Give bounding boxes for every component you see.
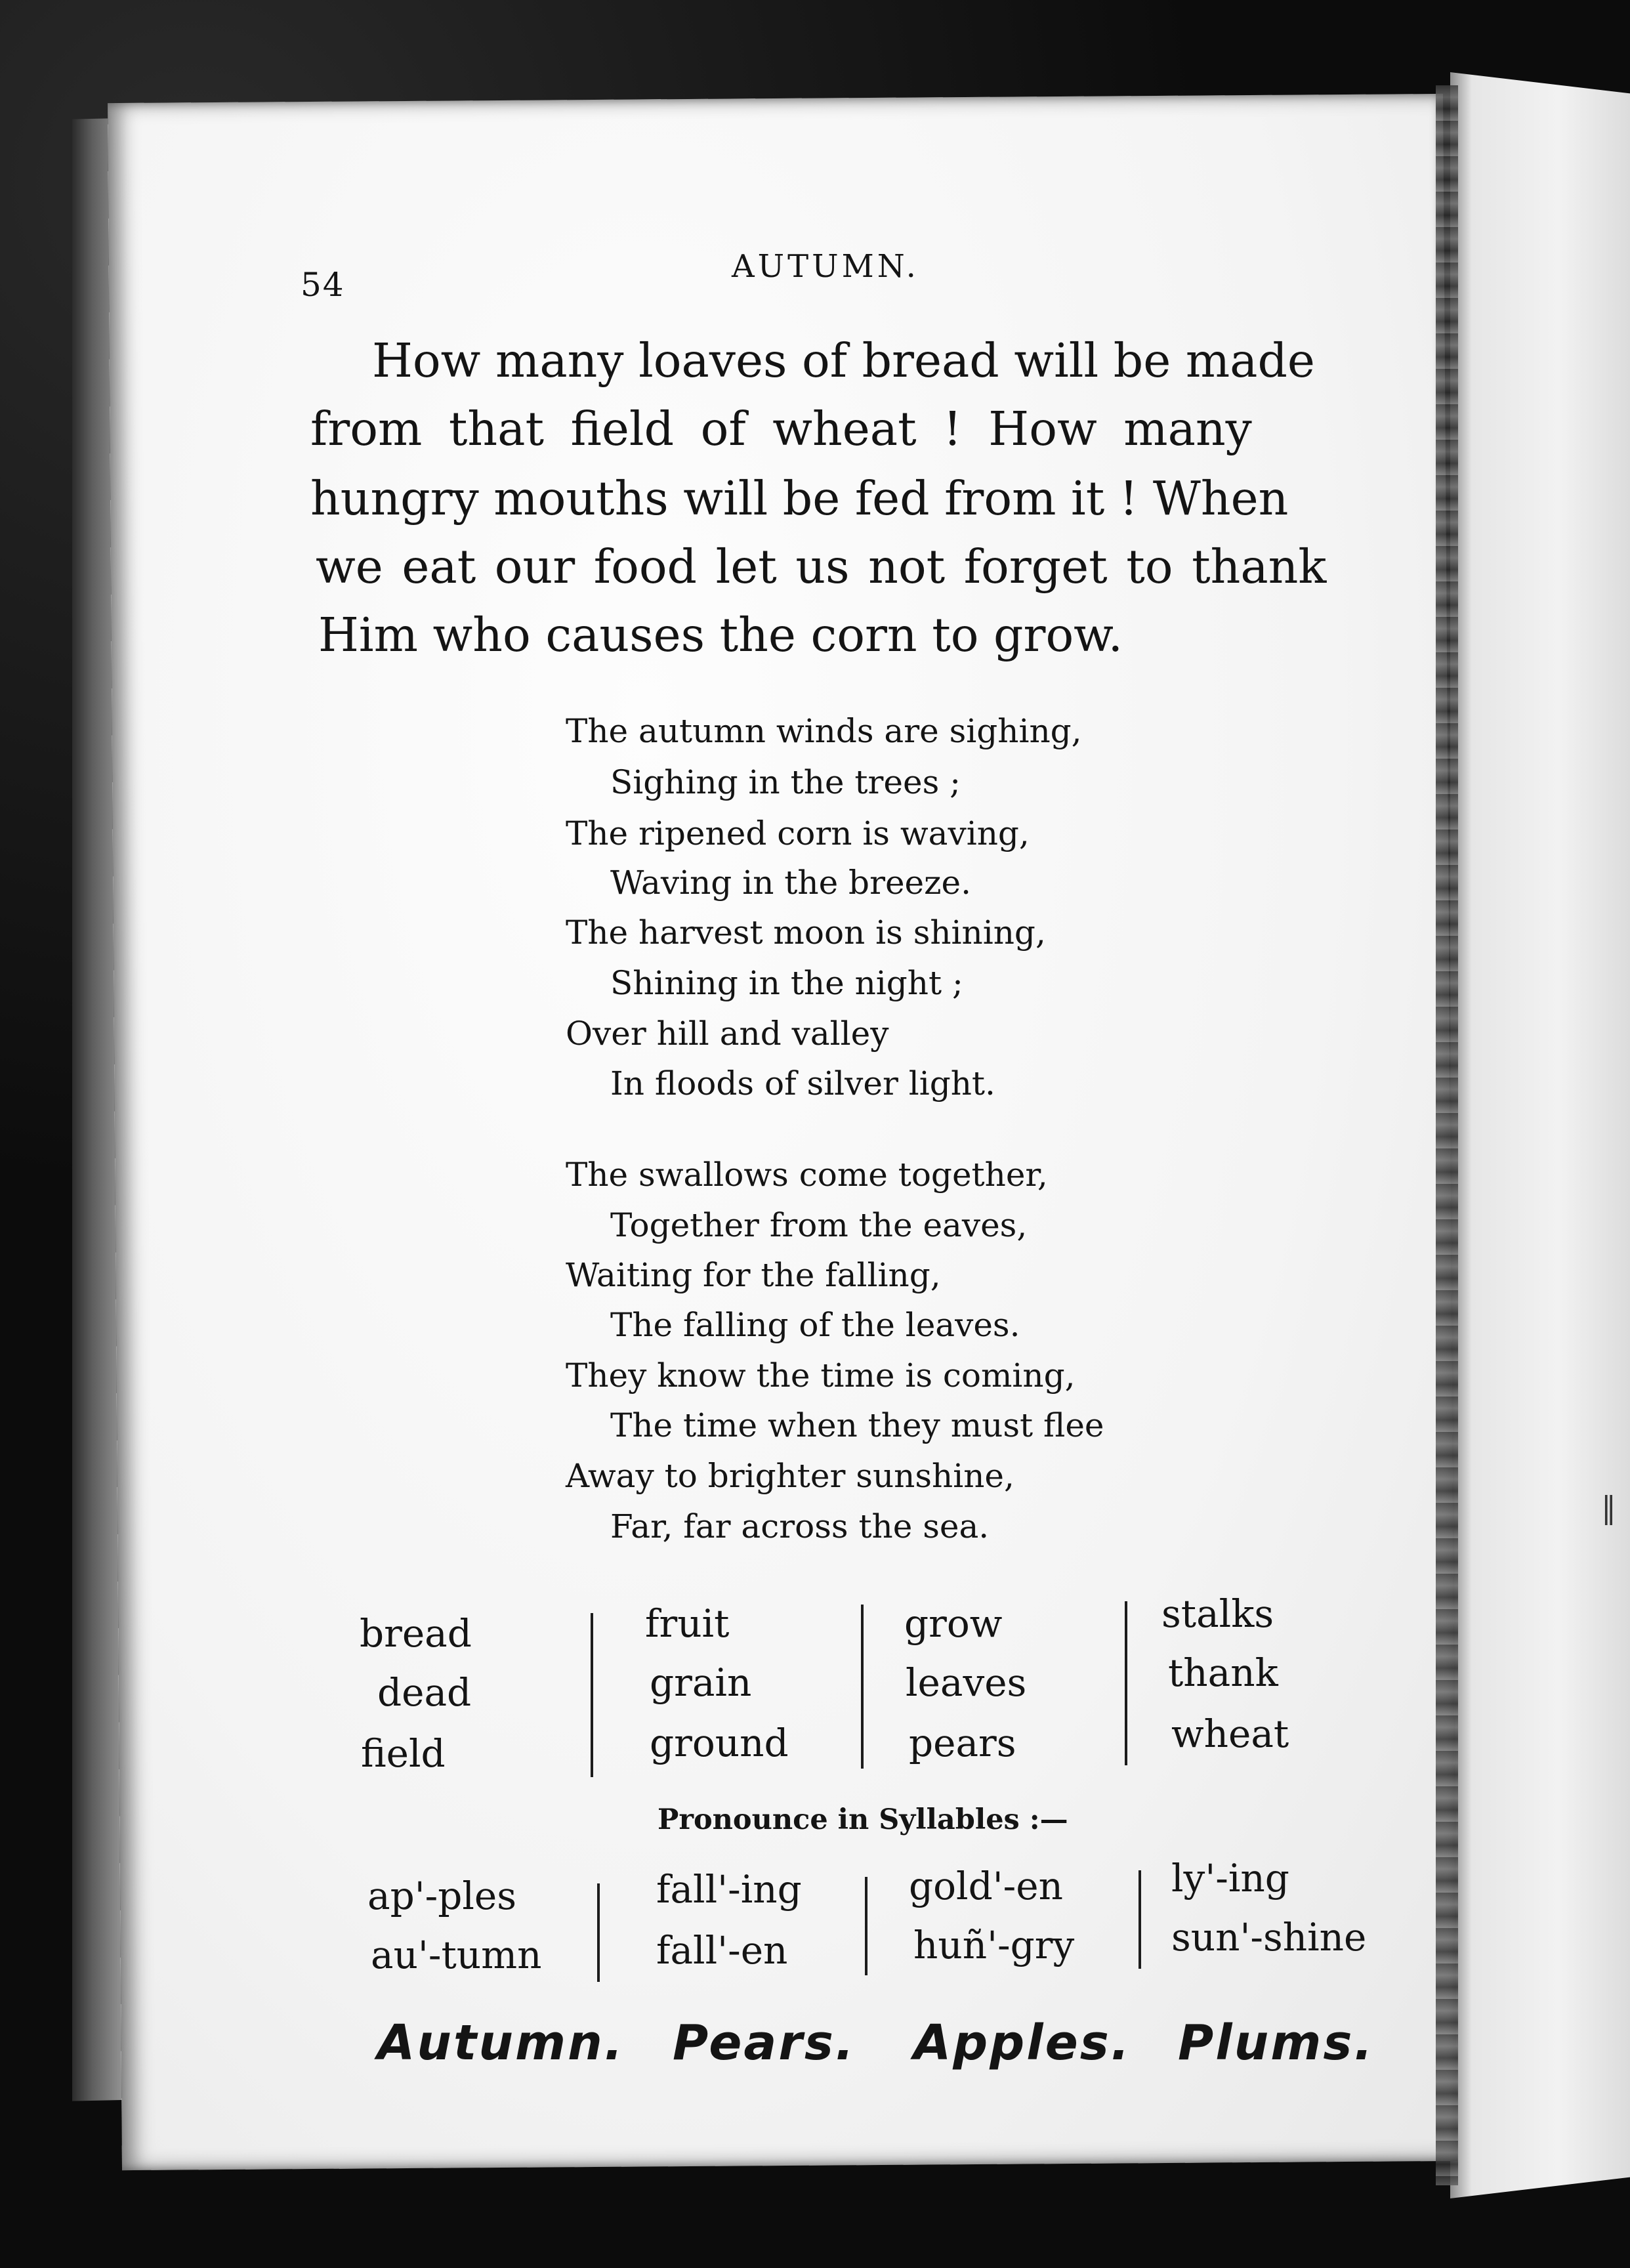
prose-line: How many loaves of bread will be made: [372, 333, 1315, 388]
syllable-word: huñ'-gry: [913, 1923, 1075, 1967]
spelling-word: thank: [1168, 1650, 1278, 1695]
syllable-word: fall'-en: [656, 1928, 788, 1973]
poem-line: The time when they must flee: [610, 1406, 1104, 1444]
column-divider: [865, 1877, 867, 1975]
poem-line: Waiting for the falling,: [566, 1256, 941, 1294]
prose-line: from that field of wheat ! How many: [310, 402, 1252, 456]
illustration-caption: Apples.: [913, 2015, 1131, 2071]
spelling-word: leaves: [906, 1660, 1027, 1705]
syllable-word: au'-tumn: [371, 1933, 542, 1977]
poem-line: Together from the eaves,: [610, 1206, 1028, 1244]
poem-line: Away to brighter sunshine,: [566, 1457, 1014, 1495]
poem-line: Over hill and valley: [566, 1015, 889, 1053]
column-divider: [1139, 1870, 1141, 1969]
spelling-word: fruit: [645, 1601, 730, 1646]
spelling-word: field: [361, 1731, 446, 1776]
poem-line: The ripened corn is waving,: [566, 814, 1030, 852]
poem-line: Shining in the night ;: [610, 964, 963, 1002]
poem-line: The autumn winds are sighing,: [566, 712, 1082, 750]
prose-line: Him who causes the corn to grow.: [318, 608, 1123, 662]
page-gutter: [1436, 85, 1458, 2185]
poem-line: In floods of silver light.: [610, 1064, 995, 1102]
poem-line: Far, far across the sea.: [610, 1507, 990, 1545]
syllable-word: ap'-ples: [367, 1874, 517, 1918]
spelling-word: wheat: [1171, 1712, 1289, 1756]
poem-line: Waving in the breeze.: [610, 864, 971, 902]
column-divider: [861, 1605, 864, 1769]
spelling-word: dead: [377, 1670, 472, 1715]
spelling-word: bread: [360, 1611, 472, 1656]
running-head: AUTUMN.: [732, 248, 919, 285]
spelling-word: pears: [909, 1721, 1016, 1765]
poem-line: The harvest moon is shining,: [566, 914, 1046, 952]
poem-line: Sighing in the trees ;: [610, 763, 961, 801]
illustration-caption: Pears.: [673, 2015, 856, 2071]
illustration-caption: Autumn.: [377, 2015, 625, 2071]
syllables-heading: Pronounce in Syllables :—: [658, 1803, 1068, 1836]
column-divider: [1125, 1601, 1127, 1765]
syllable-word: gold'-en: [909, 1864, 1063, 1908]
syllable-word: fall'-ing: [656, 1867, 802, 1912]
spelling-word: stalks: [1161, 1591, 1274, 1636]
illustration-caption: Plums.: [1178, 2015, 1375, 2071]
spelling-word: grain: [650, 1660, 752, 1705]
poem-line: The swallows come together,: [566, 1156, 1048, 1194]
syllable-word: ly'-ing: [1171, 1856, 1289, 1900]
column-divider: [591, 1613, 593, 1777]
prose-line: we eat our food let us not forget to thank: [316, 539, 1327, 594]
column-divider: [597, 1883, 600, 1982]
poem-line: They know the time is coming,: [566, 1356, 1076, 1395]
syllable-word: sun'-shine: [1171, 1915, 1367, 1960]
prose-line: hungry mouths will be fed from it ! When: [310, 471, 1289, 526]
next-page-mark: ‖: [1601, 1490, 1616, 1525]
poem-line: The falling of the leaves.: [610, 1306, 1020, 1344]
spelling-word: grow: [904, 1601, 1003, 1646]
spelling-word: ground: [650, 1721, 789, 1765]
page-number: 54: [301, 266, 345, 304]
next-page-edge: [1450, 72, 1630, 2198]
